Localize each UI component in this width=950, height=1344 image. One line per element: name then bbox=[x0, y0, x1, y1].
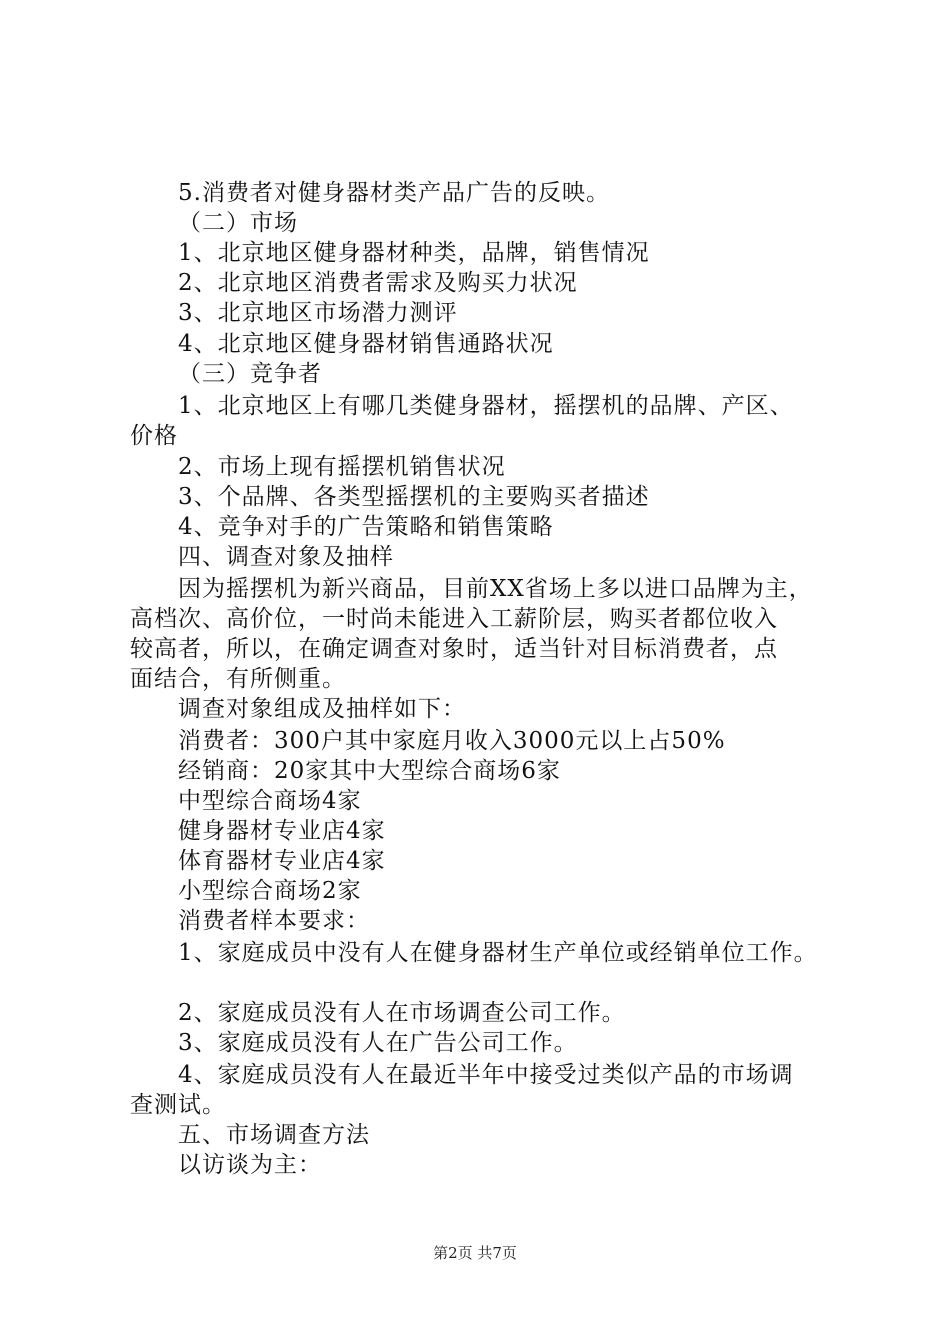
text-line: 面结合，有所侧重。 bbox=[130, 666, 346, 692]
text-line: 消费者：300户其中家庭月收入3000元以上占50% bbox=[178, 728, 726, 754]
text-line: 4、家庭成员没有人在最近半年中接受过类似产品的市场调 bbox=[178, 1062, 794, 1088]
section-heading: （二）市场 bbox=[178, 210, 298, 236]
section-heading: 五、市场调查方法 bbox=[178, 1122, 370, 1148]
text-line: 调查对象组成及抽样如下： bbox=[178, 696, 466, 722]
section-heading: 四、调查对象及抽样 bbox=[178, 544, 394, 570]
text-line: 5.消费者对健身器材类产品广告的反映。 bbox=[178, 180, 610, 206]
text-line: 2、家庭成员没有人在市场调查公司工作。 bbox=[178, 1000, 626, 1026]
text-line: 4、北京地区健身器材销售通路状况 bbox=[178, 331, 554, 357]
text-line: 1、北京地区健身器材种类，品牌，销售情况 bbox=[178, 240, 650, 266]
text-line: 3、个品牌、各类型摇摆机的主要购买者描述 bbox=[178, 484, 650, 510]
text-line: 4、竞争对手的广告策略和销售策略 bbox=[178, 514, 554, 540]
text-line: 因为摇摆机为新兴商品，目前XX省场上多以进口品牌为主， bbox=[178, 576, 813, 602]
text-line: 2、市场上现有摇摆机销售状况 bbox=[178, 454, 506, 480]
text-line: 以访谈为主： bbox=[178, 1152, 322, 1178]
text-line: 2、北京地区消费者需求及购买力状况 bbox=[178, 270, 578, 296]
text-line: 中型综合商场4家 bbox=[178, 788, 362, 814]
text-line: 健身器材专业店4家 bbox=[178, 818, 386, 844]
text-line: 1、北京地区上有哪几类健身器材，摇摆机的品牌、产区、 bbox=[178, 393, 794, 419]
text-line: 查测试。 bbox=[130, 1092, 226, 1118]
text-line: 较高者，所以，在确定调查对象时，适当针对目标消费者，点 bbox=[130, 636, 778, 662]
section-heading: （三）竞争者 bbox=[178, 361, 322, 387]
page-footer: 第2页 共7页 bbox=[433, 1244, 517, 1262]
text-line: 1、家庭成员中没有人在健身器材生产单位或经销单位工作。 bbox=[178, 940, 818, 966]
text-line: 经销商：20家其中大型综合商场6家 bbox=[178, 758, 561, 784]
text-line: 高档次、高价位，一时尚未能进入工薪阶层，购买者都位收入 bbox=[130, 606, 778, 632]
text-line: 小型综合商场2家 bbox=[178, 878, 362, 904]
text-line: 消费者样本要求： bbox=[178, 908, 370, 934]
text-line: 体育器材专业店4家 bbox=[178, 848, 386, 874]
text-line: 3、北京地区市场潜力测评 bbox=[178, 300, 458, 326]
text-line: 3、家庭成员没有人在广告公司工作。 bbox=[178, 1030, 578, 1056]
text-line: 价格 bbox=[130, 423, 178, 449]
